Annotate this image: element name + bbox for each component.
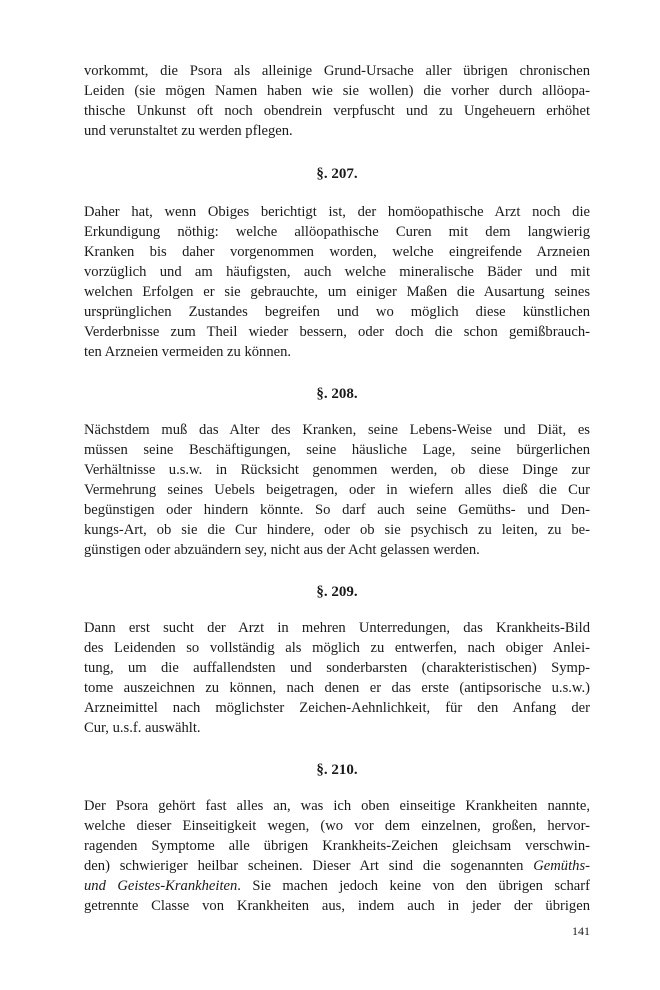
- text-line: Der Psora gehört fast alles an, was ich oben einseitige Krankheiten nannte,: [84, 798, 590, 814]
- text-line: Erkundigung nöthig: welche allöopathische Curen mit dem langwierig: [84, 224, 590, 240]
- text-line: [84, 856, 590, 876]
- text-line: welchen Erfolgen er sie gebrauchte, um einiger Maßen die Ausartung seines: [84, 284, 590, 300]
- text-line: vorzüglich und am häufigsten, auch welche mineralische Bäder und mit: [84, 264, 590, 280]
- italic-term: und: [84, 878, 106, 894]
- text-line: Leiden (sie mögen Namen haben wie sie wollen) die vorher durch allöopa-: [84, 83, 590, 99]
- italic-term: Gemüths-: [533, 858, 590, 874]
- text-line: Vermehrung seines Uebels beigetragen, oder in wiefern alles dieß die Cur: [84, 482, 590, 498]
- text-line: günstigen oder abzuändern sey, nicht aus der Acht gelassen werden.: [84, 542, 480, 558]
- text-line: vorkommt, die Psora als alleinige Grund-Ursache aller übrigen chronischen: [84, 63, 590, 79]
- text-line: Verderbnisse zum Theil wieder bessern, oder doch die schon gemißbrauch-: [84, 324, 590, 340]
- text-line: des Leidenden so vollständig als möglich zu entwerfen, nach obiger Anlei-: [84, 640, 590, 656]
- text-line: ten Arzneien vermeiden zu können.: [84, 344, 292, 360]
- text-line: begünstigen oder hindern könnte. So darf auch seine Gemüths- und Den-: [84, 502, 590, 518]
- text-line: tome auszeichnen zu können, nach denen er das erste (antipsorische u.s.w.): [84, 680, 590, 696]
- text-segment: . Sie machen jedoch keine von den übrigen scharf: [237, 878, 590, 894]
- text-line: getrennte Classe von Krankheiten aus, indem auch in jeder der übrigen: [84, 898, 590, 914]
- text-line: tung, um die auffallendsten und sonderbarsten (charakteristischen) Symp-: [84, 660, 590, 676]
- text-line: Daher hat, wenn Obiges berichtigt ist, der homöopathische Arzt noch die: [84, 204, 590, 220]
- text-line: müssen seine Beschäftigungen, seine häusliche Lage, seine bürgerlichen: [84, 442, 590, 458]
- text-line: welche dieser Einseitigkeit wegen, (wo vor dem einzelnen, großen, hervor-: [84, 818, 590, 834]
- text-line: Arzneimittel nach möglichster Zeichen-Aehnlichkeit, für den Anfang der: [84, 700, 590, 716]
- section-heading: §. 207.: [316, 166, 358, 182]
- text-line: Nächstdem muß das Alter des Kranken, seine Lebens-Weise und Diät, es: [84, 422, 590, 438]
- text-line: ragenden Symptome alle übrigen Krankheits-Zeichen gleichsam verschwin-: [84, 838, 590, 854]
- text-line: kungs-Art, ob sie die Cur hindere, oder ob sie psychisch zu leiten, zu be-: [84, 522, 590, 538]
- text-segment: den) schwieriger heilbar scheinen. Dieser Art sind die sogenannten: [84, 858, 524, 874]
- section-heading: §. 209.: [316, 584, 358, 600]
- section-heading: §. 208.: [316, 386, 358, 402]
- text-line: Kranken bis daher vorgenommen worden, welche eingreifende Arzneien: [84, 244, 590, 260]
- text-line: Cur, u.s.f. auswählt.: [84, 720, 201, 736]
- text-line: thische Unkunst oft noch obendrein verpfuscht und zu Ungeheuern erhöhet: [84, 103, 590, 119]
- text-line: Dann erst sucht der Arzt in mehren Unterredungen, das Krankheits-Bild: [84, 620, 590, 636]
- italic-term: Geistes-Krankheiten: [117, 878, 238, 894]
- text-line: [84, 876, 590, 896]
- section-heading: §. 210.: [316, 762, 358, 778]
- text-line: und verunstaltet zu werden pflegen.: [84, 123, 293, 139]
- text-line: Verhältnisse u.s.w. in Rücksicht genommen werden, ob diese Dinge zur: [84, 462, 590, 478]
- page-number: 141: [572, 924, 590, 938]
- text-line: ursprünglichen Zustandes begreifen und wo möglich diese künstlichen: [84, 304, 590, 320]
